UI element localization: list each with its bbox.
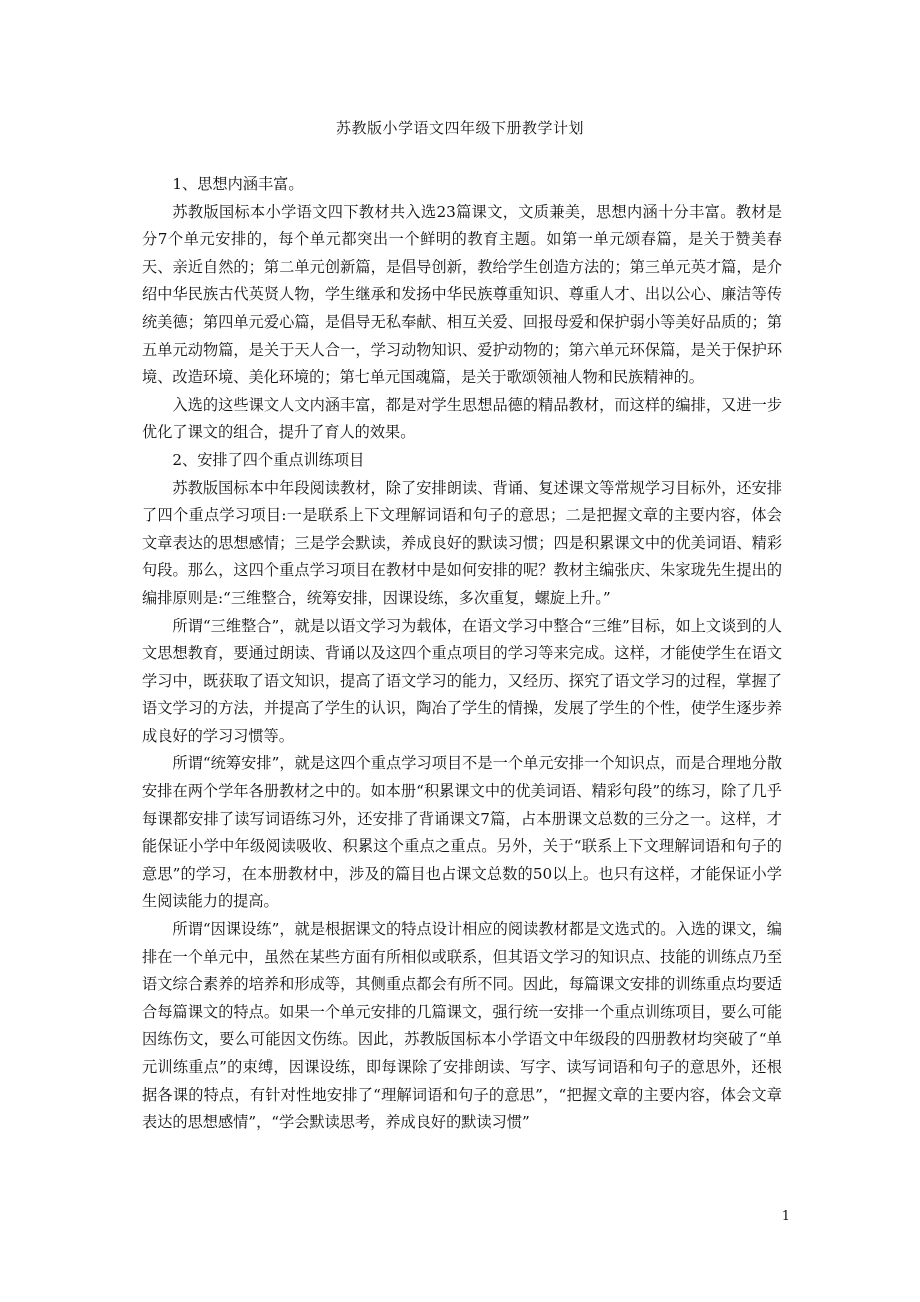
paragraph: 苏教版国标本中年段阅读教材，除了安排朗读、背诵、复述课文等常规学习目标外，还安排了四个重点学习项目:一是联系上下文理解词语和句子的意思；二是把握文章的主要内容，体会文章表达的思想感情；三是学会默读，养成良好的默读习惯；四是积累课文中的优美词语、精彩句段。那么，这四个重点学习项目在教材中是如何安排的呢？教材主编张庆、朱家珑先生提出的编排原则是:“三维整合，统筹安排，因课设练，多次重复，螺旋上升。” [142,478,782,607]
section-heading-2: 2、安排了四个重点训练项目 [172,450,365,469]
page-number: 1 [781,1209,790,1224]
document-title: 苏教版小学语文四年级下册教学计划 [335,119,584,137]
paragraph: 所谓“三维整合”，就是以语文学习为载体，在语文学习中整合“三维”目标，如上文谈到的人文思想教育，要通过朗读、背诵以及这四个重点项目的学习等来完成。这样，才能使学生在语文学习中，既获取了语文知识，提高了语文学习的能力，又经历、探究了语文学习的过程，掌握了语文学习的方法，并提高了学生的认识，陶冶了学生的情操，发展了学生的个性，使学生逐步养成良好的学习习惯等。 [142,616,782,745]
paragraph: 苏教版国标本小学语文四下教材共入选23篇课文，文质兼美，思想内涵十分丰富。教材是分7个单元安排的，每个单元都突出一个鲜明的教育主题。如第一单元颂春篇，是关于赞美春天、亲近自然的；第二单元创新篇，是倡导创新，教给学生创造方法的；第三单元英才篇，是介绍中华民族古代英贤人物，学生继承和发扬中华民族尊重知识、尊重人才、出以公心、廉洁等传统美德；第四单元爱心篇，是倡导无私奉献、相互关爱、回报母爱和保护弱小等美好品质的；第五单元动物篇，是关于天人合一，学习动物知识、爱护动物的；第六单元环保篇，是关于保护环境、改造环境、美化环境的；第七单元国魂篇，是关于歌颂领袖人物和民族精神的。 [142,202,782,387]
section-heading-1: 1、思想内涵丰富。 [172,175,304,193]
paragraph: 所谓“统筹安排”，就是这四个重点学习项目不是一个单元安排一个知识点，而是合理地分散安排在两个学年各册教材之中的。如本册“积累课文中的优美词语、精彩句段”的练习，除了几乎每课都安排了读写词语练习外，还安排了背诵课文7篇，占本册课文总数的三分之一。这样，才能保证小学中年级阅读吸收、积累这个重点之重点。另外，关于“联系上下文理解词语和句子的意思”的学习，在本册教材中，涉及的篇目也占课文总数的50以上。也只有这样，才能保证小学生阅读能力的提高。 [142,754,782,911]
paragraph: 入选的这些课文人文内涵丰富，都是对学生思想品德的精品教材，而这样的编排，又进一步优化了课文的组合，提升了育人的效果。 [142,395,782,442]
document-body [142,171,782,1137]
paragraph: 所谓“因课设练”，就是根据课文的特点设计相应的阅读教材都是文选式的。入选的课文，编排在一个单元中，虽然在某些方面有所相似或联系，但其语文学习的知识点、技能的训练点乃至语文综合素养的培养和形成等，其侧重点都会有所不同。因此，每篇课文安排的训练重点均要适合每篇课文的特点。如果一个单元安排的几篇课文，强行统一安排一个重点训练项目，要么可能因练伤文，要么可能因文伤练。因此，苏教版国标本小学语文中年级段的四册教材均突破了“单元训练重点”的束缚，因课设练，即每课除了安排朗读、写字、读写词语和句子的意思外，还根据各课的特点，有针对性地安排了“理解词语和句子的意思”，“把握文章的主要内容，体会文章表达的思想感情”，“学会默读思考，养成良好的默读习惯” [142,920,782,1132]
